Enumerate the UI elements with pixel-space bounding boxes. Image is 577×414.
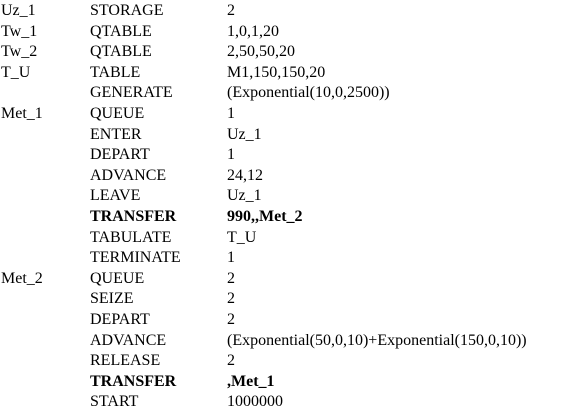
block-operands: T_U xyxy=(227,228,257,246)
block-operands: Uz_1 xyxy=(227,187,262,205)
block-operation: TRANSFER xyxy=(90,372,177,390)
block-operation: ENTER xyxy=(90,125,142,143)
program-line xyxy=(0,166,577,187)
program-line xyxy=(0,372,577,393)
program-line xyxy=(0,22,577,43)
block-operation: TABULATE xyxy=(90,228,172,246)
program-line xyxy=(0,83,577,104)
program-line xyxy=(0,289,577,310)
block-operation: GENERATE xyxy=(90,84,173,102)
block-operands: 990,,Met_2 xyxy=(227,207,303,225)
block-operation: SEIZE xyxy=(90,290,134,308)
program-line xyxy=(0,1,577,22)
block-operands: ,Met_1 xyxy=(227,372,275,390)
block-operation: DEPART xyxy=(90,310,150,328)
program-line xyxy=(0,145,577,166)
block-label: Met_2 xyxy=(1,269,43,287)
program-line xyxy=(0,392,577,413)
block-operands: 2 xyxy=(227,352,235,370)
program-line xyxy=(0,207,577,228)
block-operands: 1,0,1,20 xyxy=(227,22,279,40)
block-operation: QUEUE xyxy=(90,269,145,287)
program-line xyxy=(0,351,577,372)
block-operation: LEAVE xyxy=(90,187,141,205)
block-operation: RELEASE xyxy=(90,352,161,370)
block-operands: Uz_1 xyxy=(227,125,262,143)
program-line xyxy=(0,228,577,249)
block-operands: (Exponential(10,0,2500)) xyxy=(227,84,390,102)
program-line xyxy=(0,63,577,84)
block-label: Tw_2 xyxy=(1,43,38,61)
block-operation: TRANSFER xyxy=(90,207,177,225)
program-line xyxy=(0,248,577,269)
block-operands: 2 xyxy=(227,290,235,308)
block-operands: 2 xyxy=(227,310,235,328)
block-operation: TERMINATE xyxy=(90,249,181,267)
block-operation: QTABLE xyxy=(90,43,152,61)
block-operands: 2 xyxy=(227,269,235,287)
block-operands: 24,12 xyxy=(227,166,263,184)
block-operands: (Exponential(50,0,10)+Exponential(150,0,10)) xyxy=(227,331,527,349)
block-operation: QTABLE xyxy=(90,22,152,40)
gpss-program-listing xyxy=(0,1,577,413)
program-line xyxy=(0,104,577,125)
block-label: Met_1 xyxy=(1,104,43,122)
block-operation: ADVANCE xyxy=(90,166,167,184)
block-operands: 1 xyxy=(227,146,235,164)
program-line xyxy=(0,42,577,63)
program-line xyxy=(0,269,577,290)
block-label: Tw_1 xyxy=(1,22,38,40)
block-operands: 2,50,50,20 xyxy=(227,43,295,61)
block-operands: 1 xyxy=(227,104,235,122)
block-operands: M1,150,150,20 xyxy=(227,63,326,81)
program-line xyxy=(0,331,577,352)
block-operation: DEPART xyxy=(90,146,150,164)
block-operation: ADVANCE xyxy=(90,331,167,349)
block-operation: TABLE xyxy=(90,63,141,81)
block-label: Uz_1 xyxy=(1,2,36,19)
block-operands: 1 xyxy=(227,249,235,267)
block-operation: STORAGE xyxy=(90,2,164,19)
block-label: T_U xyxy=(1,63,31,81)
block-operands: 2 xyxy=(227,2,235,19)
program-line xyxy=(0,125,577,146)
block-operation: QUEUE xyxy=(90,104,145,122)
block-operation: START xyxy=(90,393,139,411)
block-operands: 1000000 xyxy=(227,393,283,411)
program-line xyxy=(0,310,577,331)
program-line xyxy=(0,186,577,207)
